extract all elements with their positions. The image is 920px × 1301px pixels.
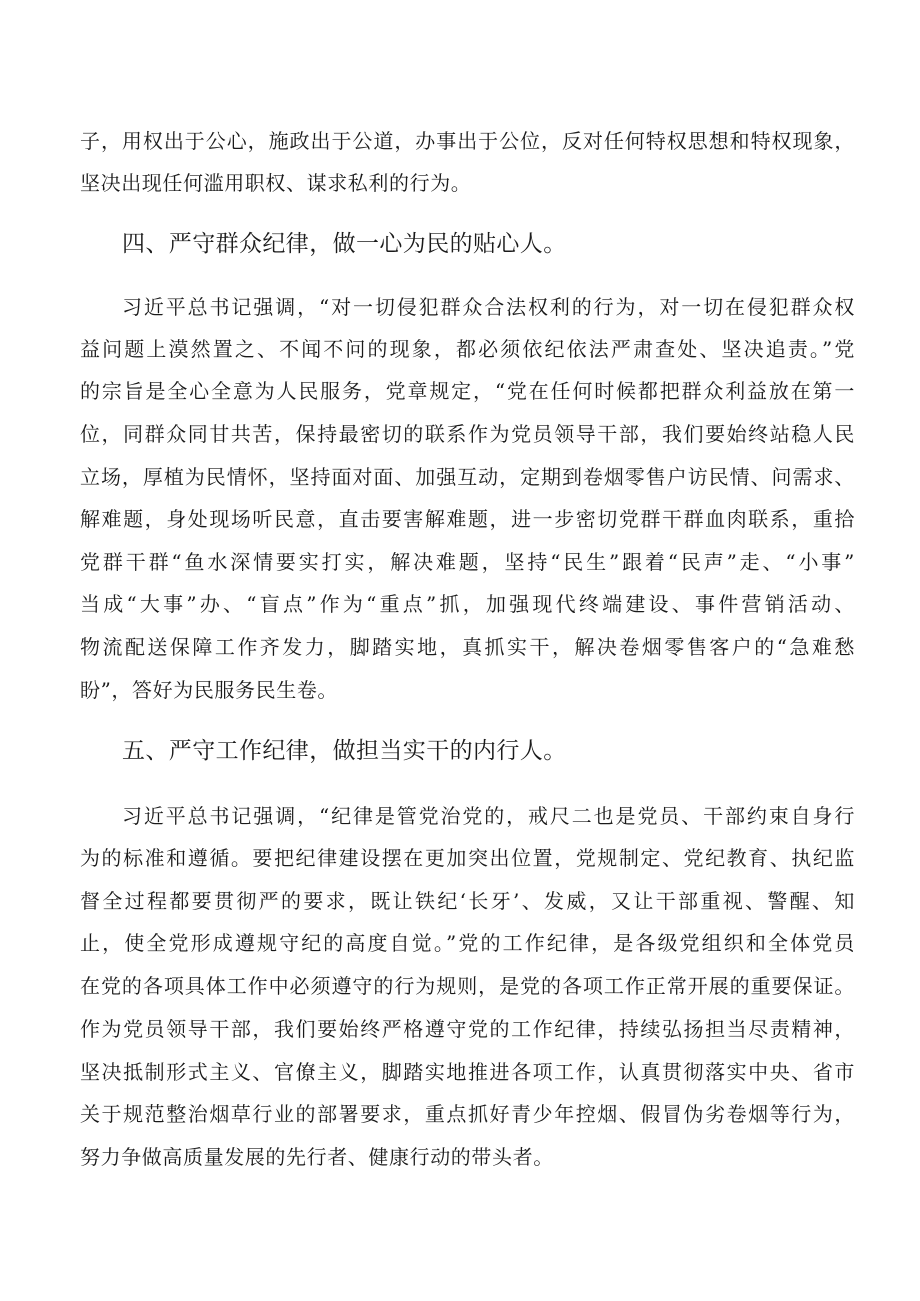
paragraph-line: 在党的各项具体工作中必须遵守的行为规则，是党的各项工作正常开展的重要保证。 [80,974,855,998]
paragraph-line: 坚决抵制形式主义、官僚主义，脚踏实地推进各项工作，认真贯彻落实中央、省市 [80,1060,855,1084]
paragraph-line: 为的标准和遵循。要把纪律建设摆在更加突出位置，党规制定、党纪教育、执纪监 [80,846,855,870]
paragraph-line: 止，使全党形成遵规守纪的高度自觉。”党的工作纪律，是各级党组织和全体党员 [80,931,855,955]
paragraph-line: 当成“大事”办、“盲点”作为“重点”抓，加强现代终端建设、事件营销活动、 [80,592,855,616]
paragraph-line: 党群干群“鱼水深情要实打实，解决难题，坚持“民生”跟着“民声”走、“小事” [80,550,855,574]
paragraph-line: 子，用权出于公心，施政出于公道，办事出于公位，反对任何特权思想和特权现象， [80,129,855,153]
paragraph-line: 习近平总书记强调，“纪律是管党治党的，戒尺二也是党员、干部约束自身行 [122,804,855,828]
paragraph-line: 坚决出现任何滥用职权、谋求私利的行为。 [80,171,472,195]
paragraph-line: 益问题上漠然置之、不闻不问的现象，都必须依纪依法严肃查处、坚决追责。”党 [80,337,855,361]
paragraph-line: 盼”，答好为民服务民生卷。 [80,678,339,702]
paragraph-line: 位，同群众同甘共苦，保持最密切的联系作为党员领导干部，我们要始终站稳人民 [80,422,855,446]
paragraph-line: 物流配送保障工作齐发力，脚踏实地，真抓实干，解决卷烟零售客户的“急难愁 [80,635,855,659]
paragraph-line: 督全过程都要贯彻严的要求，既让铁纪‘长牙’、发威，又让干部重视、警醒、知 [80,889,855,913]
paragraph-line: 解难题，身处现场听民意，直击要害解难题，进一步密切党群干群血肉联系，重拾 [80,507,855,531]
paragraph-line: 的宗旨是全心全意为人民服务，党章规定，“党在任何时候都把群众利益放在第一 [80,379,855,403]
section-heading-four: 四、严守群众纪律，做一心为民的贴心人。 [122,231,567,257]
paragraph-line: 关于规范整治烟草行业的部署要求，重点抓好青少年控烟、假冒伪劣卷烟等行为， [80,1102,855,1126]
paragraph-line: 作为党员领导干部，我们要始终严格遵守党的工作纪律，持续弘扬担当尽责精神， [80,1017,855,1041]
section-heading-five: 五、严守工作纪律，做担当实干的内行人。 [122,738,567,764]
paragraph-line: 习近平总书记强调，“对一切侵犯群众合法权利的行为，对一切在侵犯群众权 [122,295,855,319]
paragraph-line: 立场，厚植为民情怀，坚持面对面、加强互动，定期到卷烟零售户访民情、问需求、 [80,465,855,489]
paragraph-line: 努力争做高质量发展的先行者、健康行动的带头者。 [80,1145,554,1169]
